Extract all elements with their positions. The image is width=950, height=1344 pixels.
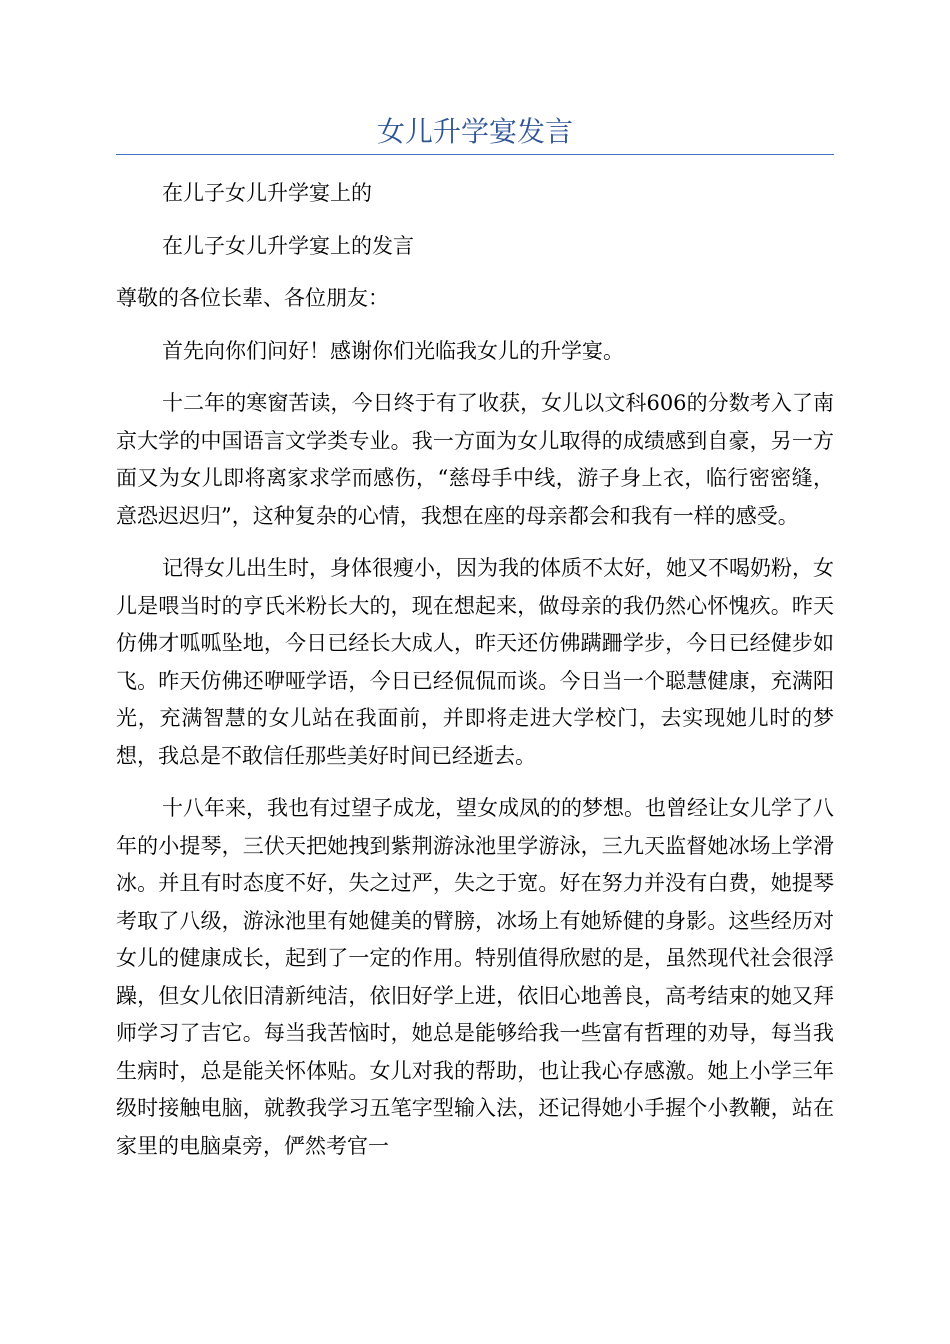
paragraph: 十二年的寒窗苦读，今日终于有了收获，女儿以文科606的分数考入了南京大学的中国语言文学类专业。我一方面为女儿取得的成绩感到自豪，另一方面又为女儿即将离家求学而感伤，“慈母手中线，游子身上衣，临行密密缝，意恐迟迟归”，这种复杂的心情，我想在座的母亲都会和我有一样的感受。 [116,391,834,528]
paragraph: 十八年来，我也有过望子成龙，望女成凤的的梦想。也曾经让女儿学了八年的小提琴，三伏天把她拽到紫荆游泳池里学游泳，三九天监督她冰场上学滑冰。并且有时态度不好，失之过严，失之于宽。好在努力并没有白费，她提琴考取了八级，游泳池里有她健美的臂膀，冰场上有她矫健的身影。这些经历对女儿的健康成长，起到了一定的作用。特别值得欣慰的是，虽然现代社会很浮躁，但女儿依旧清新纯洁，依旧好学上进，依旧心地善良，高考结束的她又拜师学习了吉它。每当我苦恼时，她总是能够给我一些富有哲理的劝导，每当我生病时，总是能关怀体贴。女儿对我的帮助，也让我心存感激。她上小学三年级时接触电脑，就教我学习五笔字型输入法，还记得她小手握个小教鞭，站在家里的电脑桌旁，俨然考官一 [116,796,834,1158]
paragraph: 首先向你们问好！感谢你们光临我女儿的升学宴。 [162,338,624,363]
salutation: 尊敬的各位长辈、各位朋友： [116,286,389,310]
title-underline [116,154,834,155]
paragraph: 记得女儿出生时，身体很瘦小，因为我的体质不太好，她又不喝奶粉，女儿是喂当时的亨氏米粉长大的，现在想起来，做母亲的我仍然心怀愧疚。昨天仿佛才呱呱坠地，今日已经长大成人，昨天还仿佛蹒跚学步，今日已经健步如飞。昨天仿佛还咿哑学语，今日已经侃侃而谈。今日当一个聪慧健康，充满阳光，充满智慧的女儿站在我面前，并即将走进大学校门，去实现她儿时的梦想，我总是不敢信任那些美好时间已经逝去。 [116,556,834,768]
paragraph: 在儿子女儿升学宴上的发言 [162,233,414,258]
document-body [116,175,834,1180]
paragraph: 在儿子女儿升学宴上的 [162,181,372,205]
document-title: 女儿升学宴发言 [376,115,573,148]
